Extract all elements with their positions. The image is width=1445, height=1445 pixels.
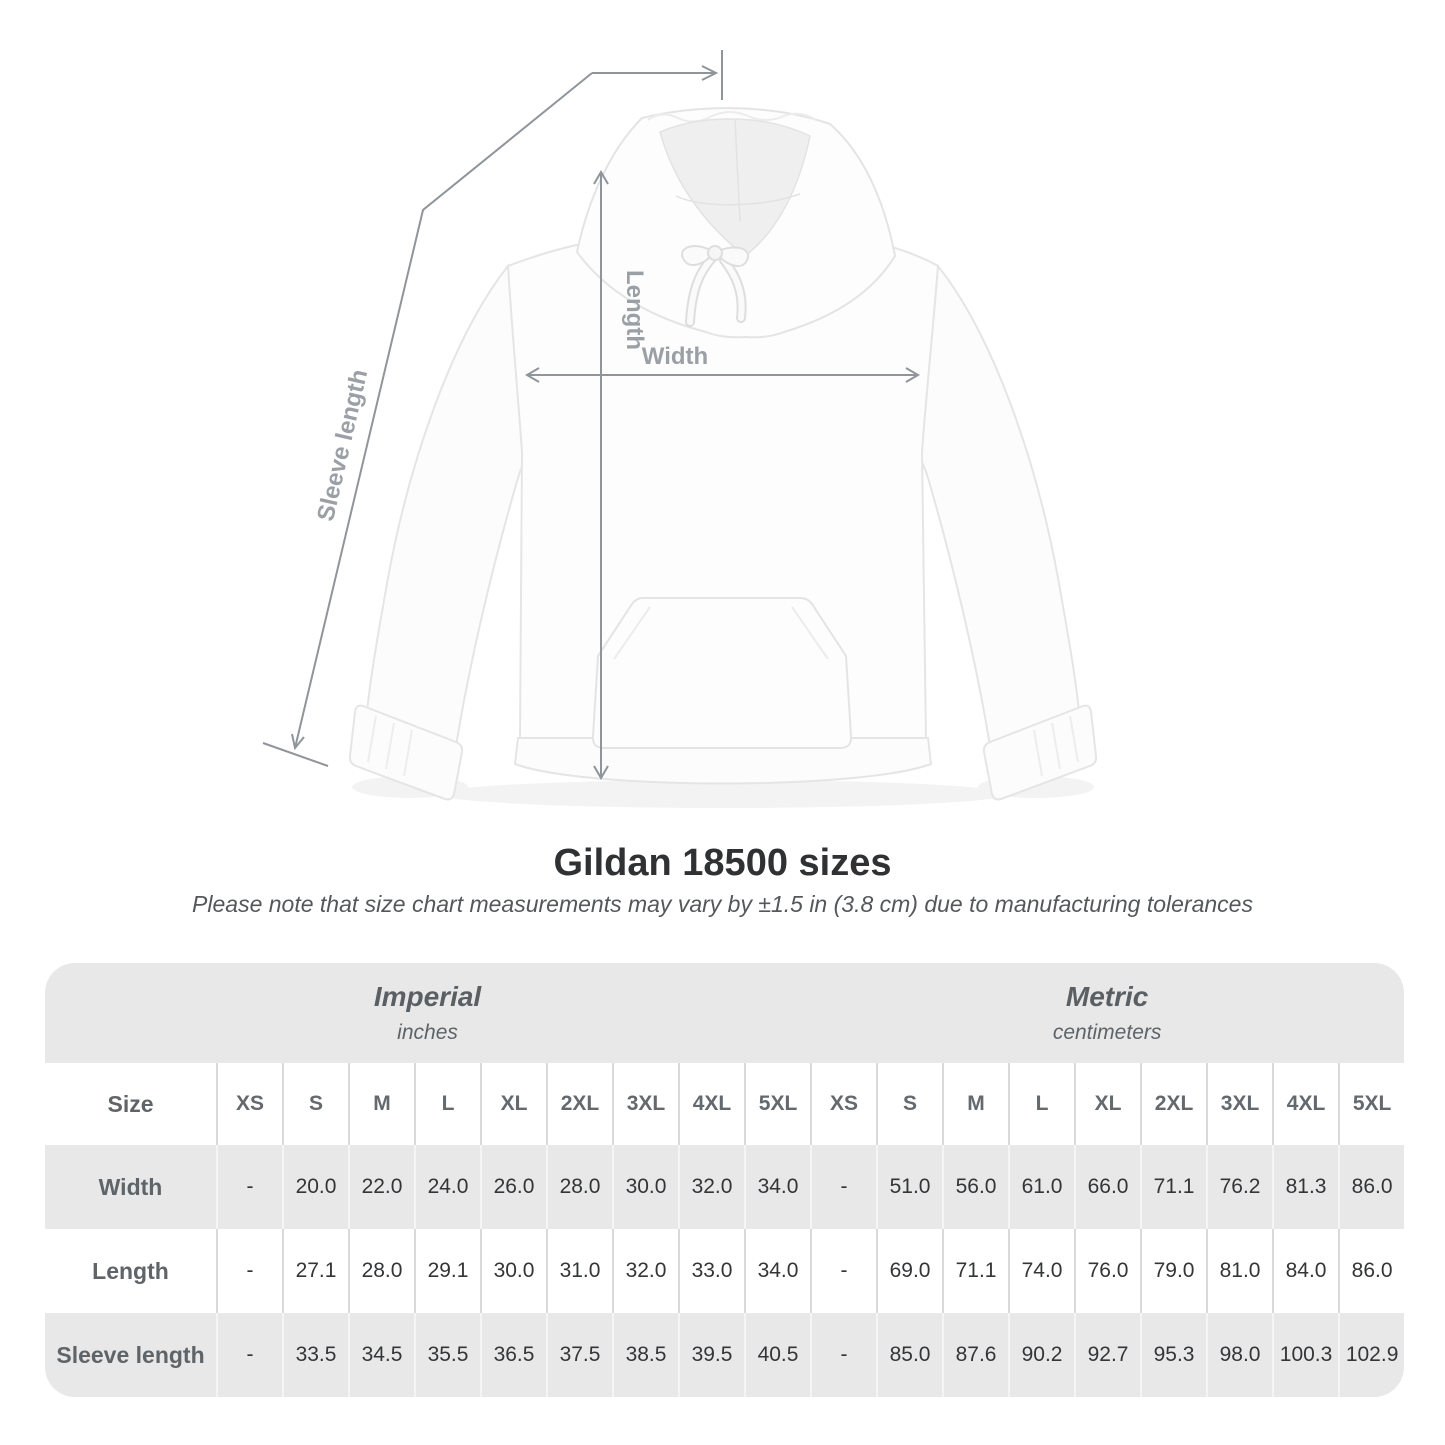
data-cell: - (810, 1313, 876, 1397)
data-cell: - (216, 1229, 282, 1313)
data-cell: 28.0 (546, 1145, 612, 1229)
data-cell: 79.0 (1140, 1229, 1206, 1313)
data-cell: 22.0 (348, 1145, 414, 1229)
data-cell: 81.0 (1206, 1229, 1272, 1313)
data-cell: 74.0 (1008, 1229, 1074, 1313)
data-cell: 85.0 (876, 1313, 942, 1397)
data-cell: 40.5 (744, 1313, 810, 1397)
data-cell: 27.1 (282, 1229, 348, 1313)
size-col-header-imperial-xs: XS (216, 1063, 282, 1145)
data-cell: 84.0 (1272, 1229, 1338, 1313)
size-col-header-imperial-s: S (282, 1063, 348, 1145)
size-col-header-metric-2xl: 2XL (1140, 1063, 1206, 1145)
data-cell: 34.5 (348, 1313, 414, 1397)
data-cell: - (216, 1145, 282, 1229)
data-cell: 90.2 (1008, 1313, 1074, 1397)
data-cell: 26.0 (480, 1145, 546, 1229)
unit-group-header-row (45, 963, 1404, 1063)
size-col-header-metric-5xl: 5XL (1338, 1063, 1404, 1145)
row-label-width: Width (45, 1145, 216, 1229)
table-row-width (45, 1145, 1404, 1229)
data-cell: 76.2 (1206, 1145, 1272, 1229)
data-cell: 34.0 (744, 1229, 810, 1313)
metric-group-unit: centimeters (1052, 1021, 1162, 1044)
data-cell: 38.5 (612, 1313, 678, 1397)
data-cell: 95.3 (1140, 1313, 1206, 1397)
data-cell: 39.5 (678, 1313, 744, 1397)
imperial-group-label: Imperial (373, 981, 482, 1012)
size-col-header-metric-m: M (942, 1063, 1008, 1145)
data-cell: 35.5 (414, 1313, 480, 1397)
size-col-header-metric-xs: XS (810, 1063, 876, 1145)
data-cell: 81.3 (1272, 1145, 1338, 1229)
size-col-header-imperial-2xl: 2XL (546, 1063, 612, 1145)
data-cell: 66.0 (1074, 1145, 1140, 1229)
data-cell: - (810, 1145, 876, 1229)
data-cell: 33.0 (678, 1229, 744, 1313)
size-col-header-imperial-l: L (414, 1063, 480, 1145)
data-cell: 51.0 (876, 1145, 942, 1229)
data-cell: 32.0 (612, 1229, 678, 1313)
data-cell: 29.1 (414, 1229, 480, 1313)
hoodie-pocket (593, 598, 851, 748)
size-col-header-metric-3xl: 3XL (1206, 1063, 1272, 1145)
size-col-header-imperial-3xl: 3XL (612, 1063, 678, 1145)
data-cell: 20.0 (282, 1145, 348, 1229)
data-cell: 36.5 (480, 1313, 546, 1397)
data-cell: 24.0 (414, 1145, 480, 1229)
data-cell: 98.0 (1206, 1313, 1272, 1397)
metric-group-header (810, 963, 1404, 1063)
data-cell: 71.1 (1140, 1145, 1206, 1229)
data-cell: 32.0 (678, 1145, 744, 1229)
size-col-header-metric-l: L (1008, 1063, 1074, 1145)
width-measure-label: Width (641, 343, 709, 370)
table-row-sleeve-length (45, 1313, 1404, 1397)
data-cell: 31.0 (546, 1229, 612, 1313)
imperial-group-unit: inches (397, 1021, 458, 1044)
data-cell: 102.9 (1338, 1313, 1404, 1397)
data-cell: 92.7 (1074, 1313, 1140, 1397)
row-label-length: Length (45, 1229, 216, 1313)
data-cell: 86.0 (1338, 1145, 1404, 1229)
size-chart-table (45, 963, 1404, 1397)
size-col-header-metric-xl: XL (1074, 1063, 1140, 1145)
imperial-group-header (45, 963, 810, 1063)
size-col-header-imperial-4xl: 4XL (678, 1063, 744, 1145)
data-cell: 76.0 (1074, 1229, 1140, 1313)
metric-group-label: Metric (1065, 981, 1149, 1012)
row-label-sleeve-length: Sleeve length (45, 1313, 216, 1397)
page-title: Gildan 18500 sizes (553, 842, 892, 884)
data-cell: 100.3 (1272, 1313, 1338, 1397)
table-row-length (45, 1229, 1404, 1313)
data-cell: 86.0 (1338, 1229, 1404, 1313)
size-col-header-metric-4xl: 4XL (1272, 1063, 1338, 1145)
data-cell: 30.0 (480, 1229, 546, 1313)
data-cell: 87.6 (942, 1313, 1008, 1397)
sleeve-length-measure-label: Sleeve length (312, 366, 374, 524)
data-cell: 69.0 (876, 1229, 942, 1313)
size-col-header-imperial-m: M (348, 1063, 414, 1145)
size-col-header-metric-s: S (876, 1063, 942, 1145)
data-cell: 30.0 (612, 1145, 678, 1229)
page-subtitle: Please note that size chart measurements may vary by ±1.5 in (3.8 cm) due to manufacturing tolerances (192, 891, 1253, 917)
length-measure-label: Length (621, 270, 648, 350)
size-col-header-imperial-xl: XL (480, 1063, 546, 1145)
data-cell: 28.0 (348, 1229, 414, 1313)
data-cell: 34.0 (744, 1145, 810, 1229)
data-cell: 37.5 (546, 1313, 612, 1397)
data-cell: 61.0 (1008, 1145, 1074, 1229)
size-col-header-imperial-5xl: 5XL (744, 1063, 810, 1145)
data-cell: - (216, 1313, 282, 1397)
data-cell: 33.5 (282, 1313, 348, 1397)
data-cell: 56.0 (942, 1145, 1008, 1229)
data-cell: 71.1 (942, 1229, 1008, 1313)
data-cell: - (810, 1229, 876, 1313)
size-header-cell: Size (45, 1063, 216, 1145)
size-header-row (45, 1063, 1404, 1145)
